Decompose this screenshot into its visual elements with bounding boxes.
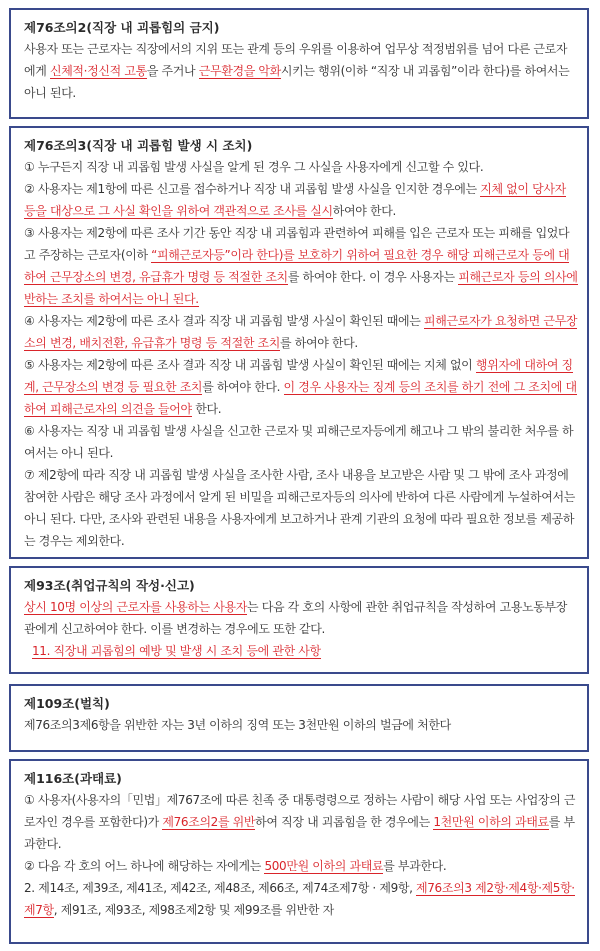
highlighted-text: 제76조의2를 위반: [162, 815, 256, 829]
highlighted-text: 제76조의3 제2항·제4항·제5항·제7항: [24, 881, 575, 917]
highlighted-text: 지체 없이 당사자 등을 대상으로 그 사실 확인을 위하여 객관적으로 조사를 실시: [24, 182, 566, 218]
article-body: [24, 38, 578, 104]
highlighted-text: 1천만원 이하의 과태료: [433, 815, 549, 829]
text-segment: 를 부과한다.: [24, 815, 575, 851]
text-segment: 하여야 한다.: [332, 204, 396, 218]
text-segment: , 제91조, 제93조, 제98조제2항 및 제99조를 위반한 자: [53, 903, 334, 917]
paragraph: [24, 156, 578, 178]
text-segment: 를 하여야 한다. 이 경우 사용자는: [287, 270, 459, 284]
text-segment: ① 사용자(사용자의「민법」제767조에 따른 친족 중 대통령령으로 정하는 사람이 해당 사업 또는 사업장의 근로자인 경우를 포함한다)가: [24, 793, 576, 829]
paragraph: [24, 420, 578, 464]
article-body: [24, 789, 578, 921]
article-title: 제116조(과태료): [24, 771, 122, 786]
highlighted-text: 이 경우 사용자는 징계 등의 조치를 하기 전에 그 조치에 대하여 피해근로자의 의견을 들어야: [24, 380, 577, 416]
text-segment: ④ 사용자는 제2항에 따른 조사 결과 직장 내 괴롭힘 발생 사실이 확인된 때에는: [24, 314, 424, 328]
article-body: [24, 156, 578, 552]
highlighted-text: 상시 10명 이상의 근로자를 사용하는 사용자: [24, 600, 248, 614]
paragraph: [24, 464, 578, 552]
paragraph: [24, 855, 578, 877]
text-segment: ⑥ 사용자는 직장 내 괴롭힘 발생 사실을 신고한 근로자 및 피해근로자등에게 해고나 그 밖의 불리한 처우를 하여서는 아니 된다.: [24, 424, 574, 460]
highlighted-text: 근무환경을 악화: [198, 64, 281, 78]
article-title: 제93조(취업규칙의 작성·신고): [24, 578, 195, 593]
article-box-109: [9, 684, 589, 752]
paragraph: [24, 789, 578, 855]
text-segment: ⑦ 제2항에 따라 직장 내 괴롭힘 발생 사실을 조사한 사람, 조사 내용을 보고받은 사람 및 그 밖에 조사 과정에 참여한 사람은 해당 조사 과정에서 알게 된 비밀을 피해근로자등의 의사에 반하여 다른 사람에게 누설하여서는 아니 된다. 다만, 조사와 관련된 내용을 사용자에게 보고하거나 관계 기관의 요청에 따라 필요한 정보를 제공하는 경우는 제외한다.: [24, 468, 575, 548]
article-title: 제76조의3(직장 내 괴롭힘 발생 시 조치): [24, 138, 253, 153]
article-body: [24, 714, 578, 736]
text-segment: 하여 직장 내 괴롭힘을 한 경우에는: [255, 815, 434, 829]
text-segment: 를 부과한다.: [383, 859, 447, 873]
article-box-116: [9, 759, 589, 944]
article-box-93: [9, 566, 589, 674]
article-title: 제109조(벌칙): [24, 696, 110, 711]
article-title: 제76조의2(직장 내 괴롭힘의 금지): [24, 20, 220, 35]
text-segment: 을 주거나: [146, 64, 199, 78]
text-segment: 한다.: [191, 402, 222, 416]
paragraph: [24, 178, 578, 222]
paragraph: [24, 877, 578, 921]
paragraph: [24, 596, 578, 640]
highlighted-text: 피해근로자가 요청하면 근무장소의 변경, 배치전환, 유급휴가 명령 등 적절한 조치: [24, 314, 578, 350]
paragraph: [24, 640, 578, 662]
text-segment: 2. 제14조, 제39조, 제41조, 제42조, 제48조, 제66조, 제74조제7항 · 제9항,: [24, 881, 417, 895]
text-segment: 사용자 또는 근로자는 직장에서의 지위 또는 관계 등의 우위를 이용하여 업무상 적정범위를 넘어 다른 근로자에게: [24, 42, 568, 78]
text-segment: ① 누구든지 직장 내 괴롭힘 발생 사실을 알게 된 경우 그 사실을 사용자에게 신고할 수 있다.: [24, 160, 484, 174]
highlighted-text: 신체적·정신적 고통: [49, 64, 147, 78]
text-segment: 시키는 행위(이하 “직장 내 괴롭힘”이라 한다)를 하여서는 아니 된다.: [24, 64, 570, 100]
paragraph: [24, 310, 578, 354]
text-segment: 는 다음 각 호의 사항에 관한 취업규칙을 작성하여 고용노동부장관에게 신고하여야 한다. 이를 변경하는 경우에도 또한 같다.: [24, 600, 568, 636]
text-segment: ⑤ 사용자는 제2항에 따른 조사 결과 직장 내 괴롭힘 발생 사실이 확인된 때에는 지체 없이: [24, 358, 476, 372]
text-segment: 제76조의3제6항을 위반한 자는 3년 이하의 징역 또는 3천만원 이하의 벌금에 처한다: [24, 718, 451, 732]
paragraph: [24, 354, 578, 420]
highlighted-text: 11. 직장내 괴롭힘의 예방 및 발생 시 조치 등에 관한 사항: [32, 644, 321, 658]
paragraph: [24, 222, 578, 310]
text-segment: ③ 사용자는 제2항에 따른 조사 기간 동안 직장 내 괴롭힘과 관련하여 피해를 입은 근로자 또는 피해를 입었다고 주장하는 근로자(이하: [24, 226, 570, 262]
text-segment: 를 하여야 한다.: [202, 380, 284, 394]
highlighted-text: 500만원 이하의 과태료: [264, 859, 384, 873]
highlighted-text: 행위자에 대하여 징계, 근무장소의 변경 등 필요한 조치: [24, 358, 573, 394]
highlighted-text: “피해근로자등”이라 한다)를 보호하기 위하여 필요한 경우 해당 피해근로자 등에 대하여 근무장소의 변경, 유급휴가 명령 등 적절한 조치: [24, 248, 570, 284]
article-box-76-3: [9, 126, 589, 559]
text-segment: ② 다음 각 호의 어느 하나에 해당하는 자에게는: [24, 859, 265, 873]
article-body: [24, 596, 578, 662]
text-segment: 를 하여야 한다.: [280, 336, 358, 350]
paragraph: [24, 38, 578, 104]
highlighted-text: 피해근로자 등의 의사에 반하는 조치를 하여서는 아니 된다.: [24, 270, 578, 306]
article-box-76-2: [9, 8, 589, 119]
paragraph: [24, 714, 578, 736]
text-segment: ② 사용자는 제1항에 따른 신고를 접수하거나 직장 내 괴롭힘 발생 사실을 인지한 경우에는: [24, 182, 481, 196]
